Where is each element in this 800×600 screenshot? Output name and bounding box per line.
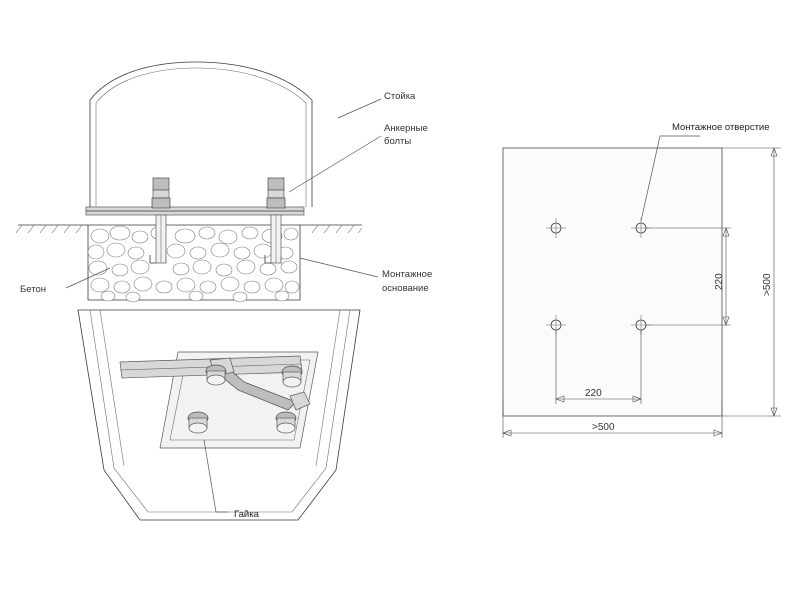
dim-inner-horizontal-text: 220 [585,388,602,399]
nut-left-lower [152,198,170,208]
dim-outer-horizontal-text: >500 [592,422,615,433]
mounting-plate-plan [503,148,722,416]
nut-front-right-base [277,423,295,433]
label-nut: Гайка [234,509,259,520]
washer-right [268,190,284,198]
shell-edge-left [100,310,124,466]
nut-left-upper [153,178,169,190]
elevation-view [16,62,432,302]
label-concrete: Бетон [20,284,46,295]
dim-outer-vertical [722,148,781,416]
concrete-aggregate-fill [88,226,299,302]
nut-rear-right-base [283,377,301,387]
leader-mounting-base [300,258,378,277]
label-post: Стойка [384,91,416,102]
label-mounting-hole: Монтажное отверстие [672,122,770,133]
plan-view [503,122,781,438]
nut-right-lower [267,198,285,208]
label-mounting-base-line2: основание [382,283,429,294]
dim-outer-vertical-text: >500 [762,273,773,296]
label-anchor-bolts-line2: болты [384,136,412,147]
nut-front-left-base [189,423,207,433]
leader-post [338,99,381,118]
dim-inner-vertical-text: 220 [714,273,725,290]
label-anchor-bolts-line1: Анкерные [384,123,428,134]
label-mounting-base-line1: Монтажное [382,269,433,280]
leader-anchor-bolts [289,136,381,192]
washer-left [153,190,169,198]
leader-nut [204,440,228,512]
shell-edge-right [316,310,340,466]
perspective-view [78,310,360,520]
bolt-hook-left [150,255,156,263]
nut-right-upper [268,178,284,190]
nut-rear-left-base [207,375,225,385]
